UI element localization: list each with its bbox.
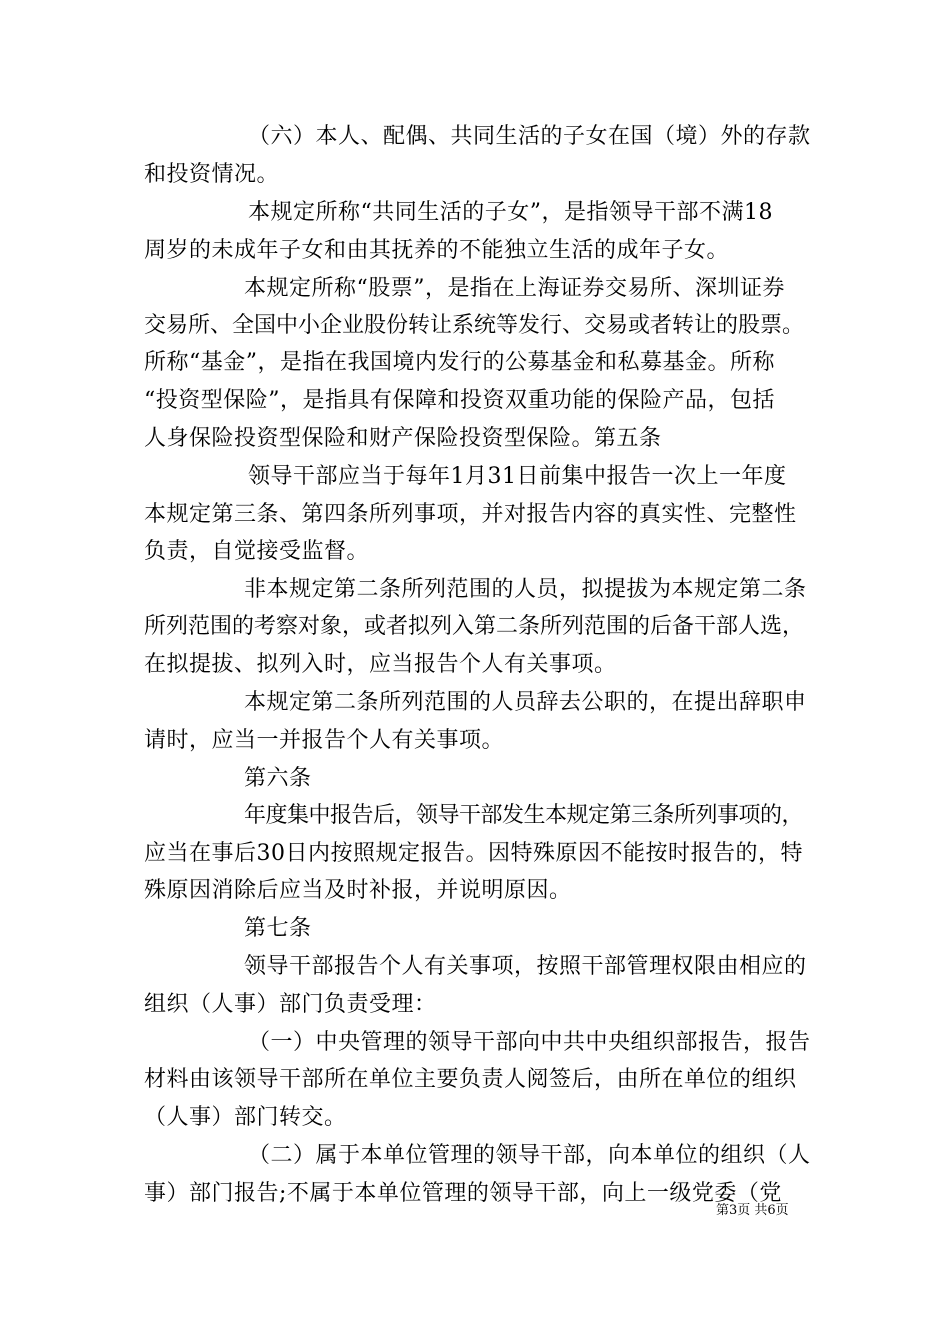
- text-line: 年度集中报告后，领导干部发生本规定第三条所列事项的，: [244, 803, 804, 828]
- text-line: （二）属于本单位管理的领导干部，向本单位的组织（人: [248, 1143, 811, 1168]
- text-line: 非本规定第二条所列范围的人员，拟提拔为本规定第二条: [244, 577, 807, 602]
- text-line: 本规定所称“共同生活的子女”，是指领导干部不满18: [248, 200, 773, 225]
- text-line: 组织（人事）部门负责受理：: [144, 992, 437, 1017]
- text-line: 负责，自觉接受监督。: [144, 539, 370, 564]
- text-line: 殊原因消除后应当及时补报，并说明原因。: [144, 878, 572, 903]
- article-heading: 第六条: [244, 766, 312, 791]
- text-line: （一）中央管理的领导干部向中共中央组织部报告，报告: [248, 1030, 811, 1055]
- text-line: （人事）部门转交。: [144, 1105, 347, 1130]
- text-line: 请时，应当一并报告个人有关事项。: [144, 728, 505, 753]
- text-line: “投资型保险”，是指具有保障和投资双重功能的保险产品，包括: [144, 388, 775, 413]
- text-line: 和投资情况。: [144, 162, 280, 187]
- text-line: 事）部门报告;不属于本单位管理的领导干部，向上一级党委（党: [144, 1181, 782, 1206]
- text-line: 所列范围的考察对象，或者拟列入第二条所列范围的后备干部人选，: [144, 614, 805, 639]
- text-line: 应当在事后30日内按照规定报告。因特殊原因不能按时报告的，特: [144, 841, 803, 866]
- text-line: 本规定第二条所列范围的人员辞去公职的，在提出辞职申: [244, 690, 807, 715]
- page-number-footer: 第3页 共6页: [716, 1203, 789, 1218]
- text-line: 材料由该领导干部所在单位主要负责人阅签后，由所在单位的组织: [144, 1067, 797, 1092]
- text-line: 周岁的未成年子女和由其抚养的不能独立生活的成年子女。: [144, 238, 730, 263]
- text-line: 交易所、全国中小企业股份转让系统等发行、交易或者转让的股票。: [144, 313, 805, 338]
- text-line: 本规定第三条、第四条所列事项，并对报告内容的真实性、完整性: [144, 502, 797, 527]
- text-line: 领导干部应当于每年1月31日前集中报告一次上一年度: [248, 464, 787, 489]
- text-line: （六）本人、配偶、共同生活的子女在国（境）外的存款: [248, 124, 811, 149]
- text-line: 领导干部报告个人有关事项，按照干部管理权限由相应的: [244, 954, 807, 979]
- text-line: 在拟提拔、拟列入时，应当报告个人有关事项。: [144, 652, 617, 677]
- text-line: 本规定所称“股票”，是指在上海证券交易所、深圳证券: [244, 276, 785, 301]
- text-line: 所称“基金”，是指在我国境内发行的公募基金和私募基金。所称: [144, 350, 775, 375]
- text-line: 人身保险投资型保险和财产保险投资型保险。第五条: [144, 426, 662, 451]
- article-heading: 第七条: [244, 916, 312, 941]
